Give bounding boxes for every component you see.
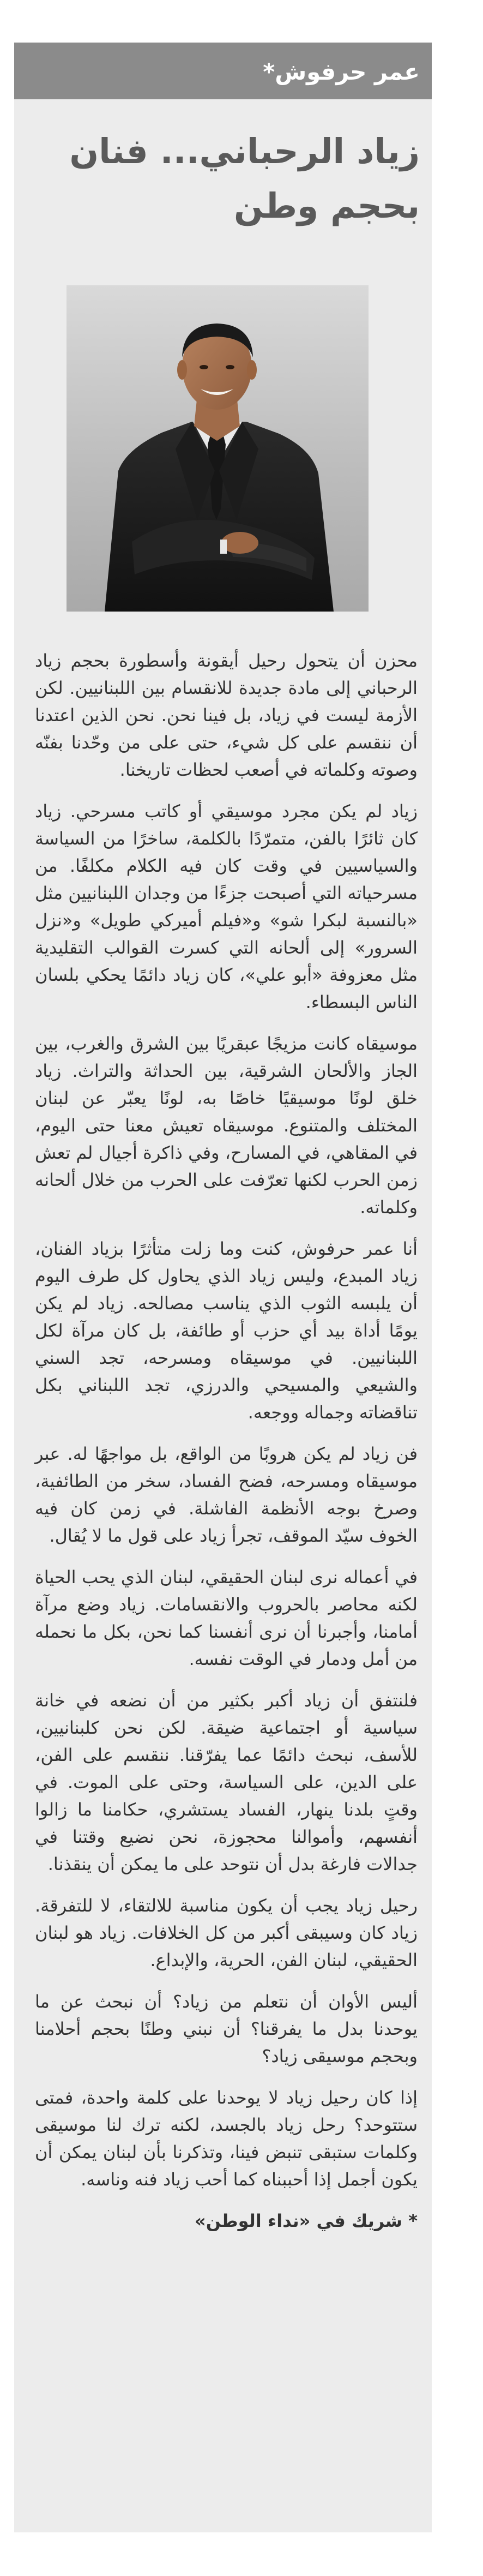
paragraph: إذا كان رحيل زياد لا يوحدنا على كلمة واحدة، فمتى ستتوحد؟ رحل زياد بالجسد، لكنه ترك لنا موسيقى وكلمات ستبقى تنبض فينا، وتذكرنا بأن لبنان يمكن أن يكون أجمل إذا أحببناه كما أحب زياد فنه وناسه. [35, 2087, 418, 2190]
paragraph: أليس الأوان أن نتعلم من زياد؟ أن نبحث عن ما يوحدنا بدل ما يفرقنا؟ أن نبني وطنًا بحجم أحلامنا وبحجم موسيقى زياد؟ [35, 1991, 418, 2066]
paragraph: موسيقاه كانت مزيجًا عبقريًا بين الشرق والغرب، بين الجاز والألحان الشرقية، بين الحداثة والتراث. زياد خلق لونًا موسيقيًا خاصًا به، لونًا يعبّر عن لبنان المختلف والمتنوع. موسيقاه تعيش معنا حتى اليوم، في المقاهي، في المسارح، وفي ذاكرة أجيال لم تعش زمن الحرب لكنها تعرّفت على الحرب من خلال ألحانه وكلماته. [35, 1033, 418, 1218]
article-card [14, 43, 432, 2532]
article-title: زياد الرحباني... فنان بحجم وطن [69, 131, 420, 226]
paragraph: في أعماله نرى لبنان الحقيقي، لبنان الذي يحب الحياة لكنه محاصر بالحروب والانقسامات. زياد وضع مرآة أمامنا، وأجبرنا أن نرى أنفسنا كما نحن، بكل ما نحمله من أمل ودمار في الوقت نفسه. [35, 1567, 418, 1669]
paragraph: رحيل زياد يجب أن يكون مناسبة للالتقاء، لا للتفرقة. زياد كان وسيبقى أكبر من كل الخلافات. زياد هو لبنان الحقيقي، لبنان الفن، الحرية، والإبداع. [35, 1895, 418, 1970]
paragraph: أنا عمر حرفوش، كنت وما زلت متأثرًا بزياد الفنان، زياد المبدع، وليس زياد الذي يحاول كل طرف اليوم أن يلبسه الثوب الذي يناسب مصالحه. زياد لم يكن يومًا أداة بيد أي حزب أو طائفة، بل كان مرآة لكل اللبنانيين. في موسيقاه ومسرحه، تجد السني والشيعي والمسيحي والدرزي، تجد اللبناني بكل تناقضاته وجماله ووجعه. [35, 1238, 418, 1423]
paragraph: فلنتفق أن زياد أكبر بكثير من أن نضعه في خانة سياسية أو اجتماعية ضيقة. لكن نحن كلبنانيين، للأسف، نبحث دائمًا عما يفرّقنا. ننقسم على الفن، على الدين، على السياسة، وحتى على الموت. في وقتٍ بلدنا ينهار، الفساد يستشري، حكامنا ما زالوا أنفسهم، وأموالنا محجوزة، نحن نضيع وقتنا في جدالات فارغة بدل أن نتوحد على ما يمكن أن ينقذنا. [35, 1690, 418, 1874]
author-signature: * شريك في «نداء الوطن» [195, 2210, 418, 2231]
article-body [35, 647, 418, 2234]
paragraph: زياد لم يكن مجرد موسيقي أو كاتب مسرحي. زياد كان ثائرًا بالفن، متمرّدًا بالكلمة، ساخرًا من السياسة والسياسيين في وقت كان فيه الكلام مكلفًا. من مسرحياته التي أصبحت جزءًا من وجدان اللبنانيين مثل «بالنسبة لبكرا شو» و«فيلم أميركي طويل» و«نزل السرور» إلى ألحانه التي كسرت القوالب التقليدية مثل معزوفة «أبو علي»، كان زياد دائمًا يحكي بلسان الناس البسطاء. [35, 801, 418, 1013]
portrait-illustration [67, 285, 369, 612]
author-name: عمر حرفوش* [263, 58, 420, 85]
paragraph: فن زياد لم يكن هروبًا من الواقع، بل مواجهًا له. عبر موسيقاه ومسرحه، فضح الفساد، سخر من الطائفية، وصرخ بوجه الأنظمة الفاشلة. في زمن كان فيه الخوف سيّد الموقف، تجرأ زياد على قول ما لا يُقال. [35, 1443, 418, 1546]
author-photo [67, 285, 369, 612]
author-bar [14, 43, 432, 99]
paragraph: محزن أن يتحول رحيل أيقونة وأسطورة بحجم زياد الرحباني إلى مادة جديدة للانقسام بين اللبنانيين. لكن الأزمة ليست في زياد، بل فينا نحن. نحن الذين اعتدنا أن ننقسم على كل شيء، حتى على من وحّدنا بفنّه وصوته وكلماته في أصعب لحظات تاريخنا. [35, 650, 418, 780]
